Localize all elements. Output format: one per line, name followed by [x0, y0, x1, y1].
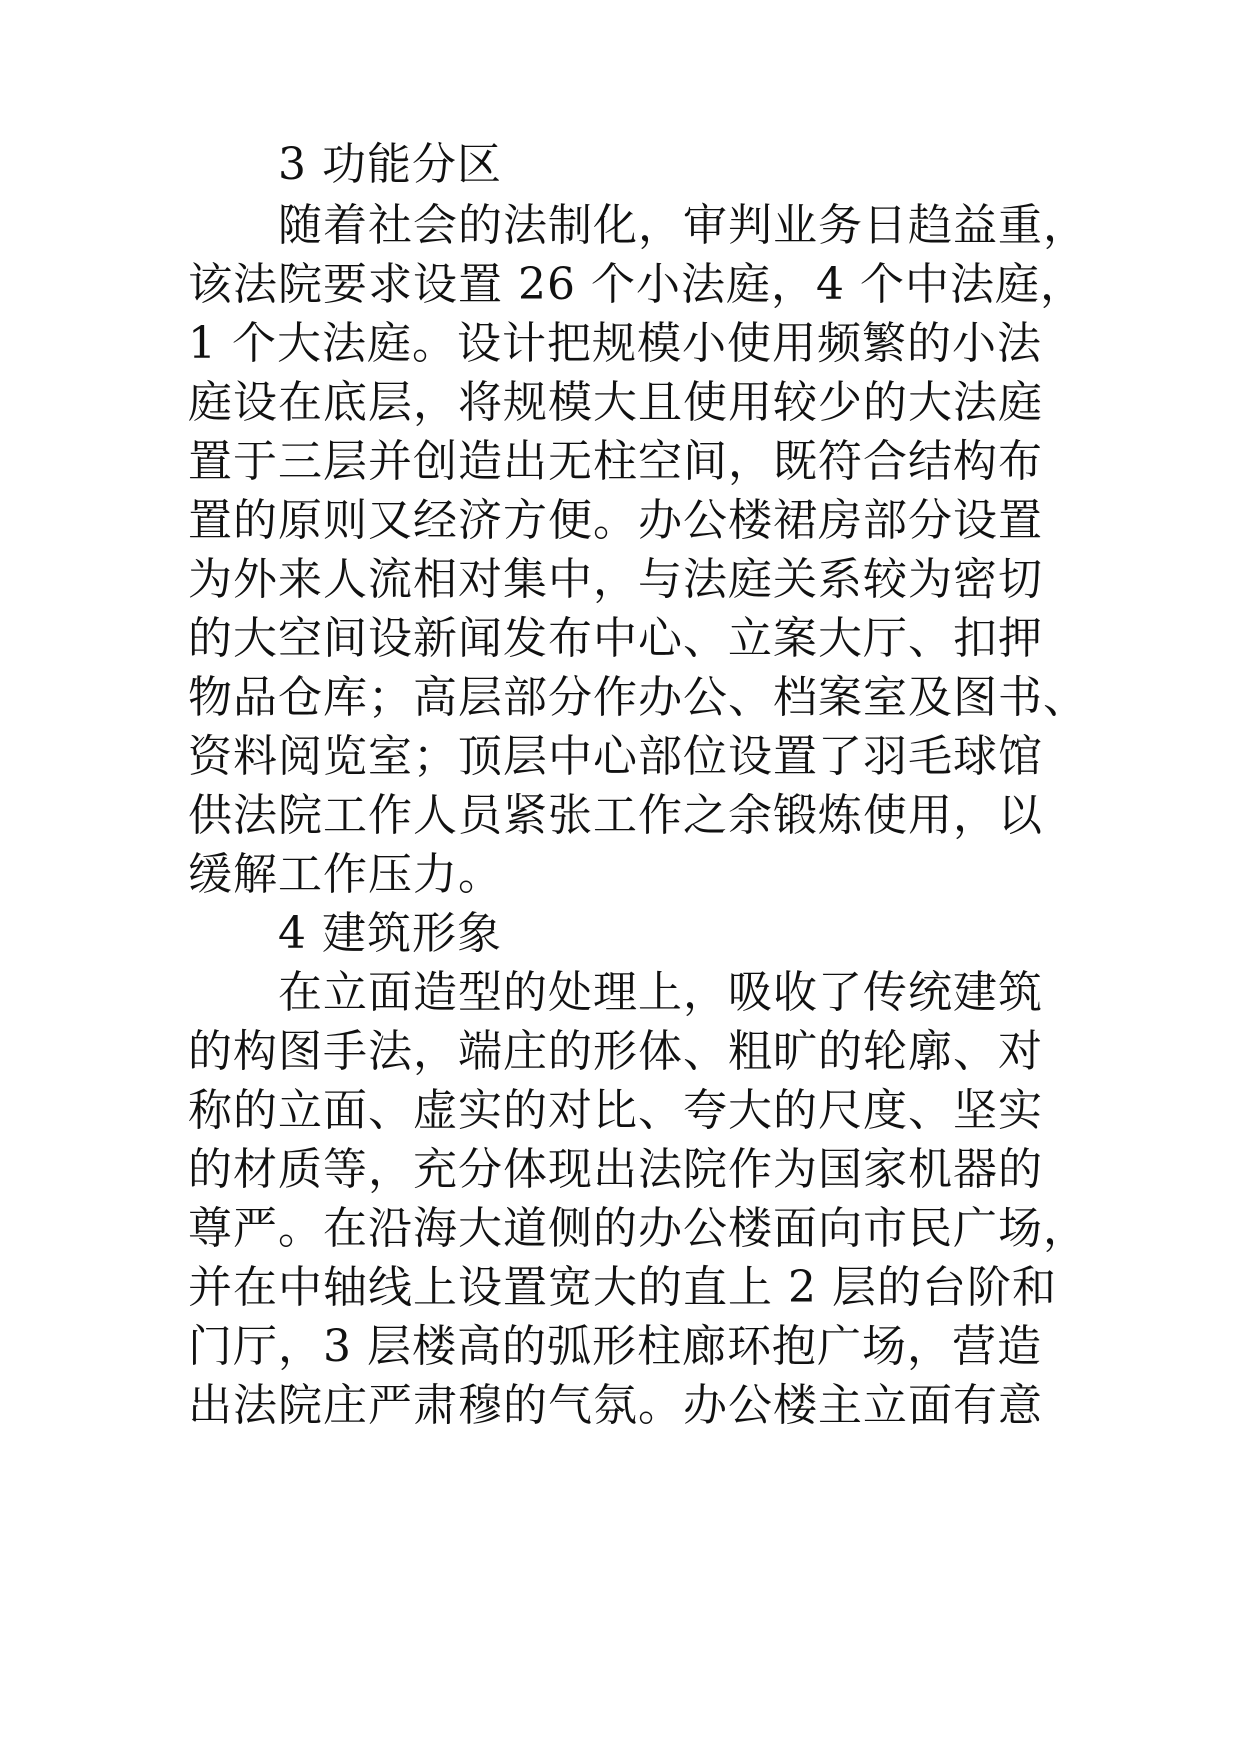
paragraph-line: 称的立面、虚实的对比、夸大的尺度、坚实 — [188, 1085, 1043, 1136]
paragraph-line: 门厅，3 层楼高的弧形柱廊环抱广场，营造 — [188, 1321, 1042, 1372]
paragraph-line: 供法院工作人员紧张工作之余锻炼使用，以 — [188, 790, 1043, 841]
paragraph-line: 置于三层并创造出无柱空间，既符合结构布 — [188, 436, 1043, 487]
paragraph-line: 的材质等，充分体现出法院作为国家机器的 — [188, 1144, 1043, 1195]
paragraph-line: 并在中轴线上设置宽大的直上 2 层的台阶和 — [188, 1262, 1057, 1313]
paragraph-line: 出法院庄严肃穆的气氛。办公楼主立面有意 — [188, 1380, 1043, 1431]
section-heading-3: 3 功能分区 — [278, 139, 502, 190]
paragraph-line: 资料阅览室；顶层中心部位设置了羽毛球馆 — [188, 731, 1043, 782]
paragraph-line: 尊严。在沿海大道侧的办公楼面向市民广场， — [188, 1203, 1088, 1254]
section-heading-4: 4 建筑形象 — [278, 908, 502, 959]
paragraph-line: 该法院要求设置 26 个小法庭，4 个中法庭， — [188, 259, 1085, 310]
paragraph-line: 1 个大法庭。设计把规模小使用频繁的小法 — [188, 318, 1042, 369]
paragraph-line: 缓解工作压力。 — [188, 849, 503, 900]
paragraph-line: 的大空间设新闻发布中心、立案大厅、扣押 — [188, 613, 1043, 664]
paragraph-line: 为外来人流相对集中，与法庭关系较为密切 — [188, 554, 1043, 605]
paragraph-line: 置的原则又经济方便。办公楼裙房部分设置 — [188, 495, 1043, 546]
paragraph-line: 庭设在底层，将规模大且使用较少的大法庭 — [188, 377, 1043, 428]
paragraph-line: 在立面造型的处理上，吸收了传统建筑 — [278, 967, 1043, 1018]
paragraph-line: 物品仓库；高层部分作办公、档案室及图书、 — [188, 672, 1088, 723]
paragraph-line: 的构图手法，端庄的形体、粗旷的轮廓、对 — [188, 1026, 1043, 1077]
paragraph-line: 随着社会的法制化，审判业务日趋益重， — [278, 200, 1088, 251]
